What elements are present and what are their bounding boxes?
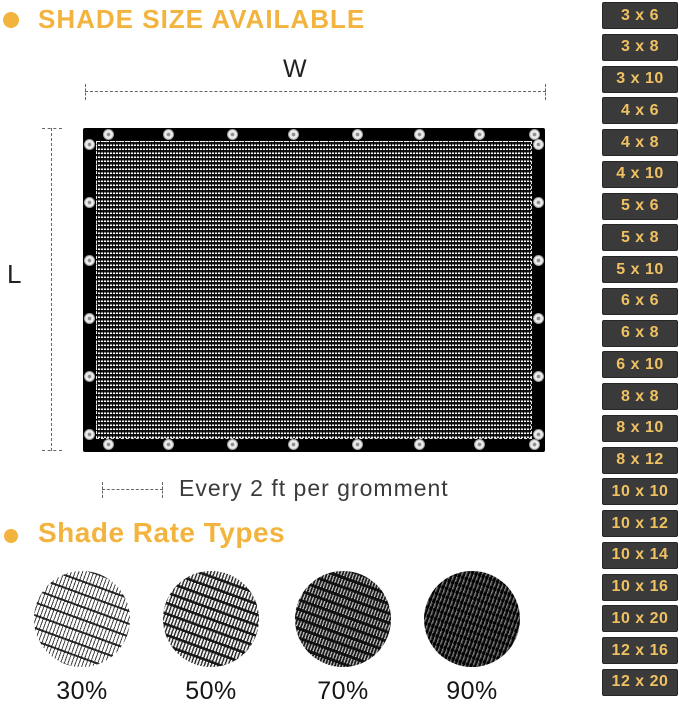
grommet-spacing-bracket	[102, 489, 163, 490]
size-option: 4 x 6	[602, 97, 678, 124]
size-option: 8 x 12	[602, 447, 678, 474]
shade-sample-70-icon	[295, 571, 391, 667]
section-bullet-icon	[4, 529, 18, 543]
grommet-icon	[84, 313, 95, 324]
grommet-icon	[163, 129, 174, 140]
shade-sample-90-icon	[424, 571, 520, 667]
shade-rate-item	[295, 571, 391, 706]
grommet-icon	[84, 429, 95, 440]
size-option: 6 x 8	[602, 320, 678, 347]
shade-rate-label: 30%	[56, 677, 108, 705]
size-option: 10 x 16	[602, 574, 678, 601]
size-option: 10 x 14	[602, 542, 678, 569]
width-dimension-line	[85, 91, 546, 92]
grommet-icon	[414, 439, 425, 450]
grommet-icon	[533, 197, 544, 208]
length-dimension-label: L	[7, 259, 22, 289]
size-option: 6 x 10	[602, 351, 678, 378]
size-option: 6 x 6	[602, 288, 678, 315]
grommet-icon	[103, 129, 114, 140]
size-option: 3 x 8	[602, 34, 678, 61]
size-option: 5 x 8	[602, 224, 678, 251]
grommet-icon	[533, 255, 544, 266]
size-option: 12 x 20	[602, 669, 678, 696]
grommet-icon	[84, 371, 95, 382]
size-option: 3 x 6	[602, 2, 678, 29]
grommet-icon	[533, 429, 544, 440]
grommet-icon	[84, 255, 95, 266]
grommet-icon	[533, 371, 544, 382]
size-list	[602, 2, 678, 696]
grommet-icon	[414, 129, 425, 140]
grommet-icon	[533, 139, 544, 150]
size-option: 10 x 12	[602, 510, 678, 537]
shade-rate-item	[163, 571, 259, 706]
size-option: 10 x 10	[602, 478, 678, 505]
size-option: 5 x 10	[602, 256, 678, 283]
grommet-icon	[288, 129, 299, 140]
size-option: 10 x 20	[602, 605, 678, 632]
length-dimension-line	[51, 128, 52, 451]
grommet-icon	[352, 439, 363, 450]
grommet-icon	[533, 313, 544, 324]
grommet-icon	[474, 129, 485, 140]
grommet-icon	[163, 439, 174, 450]
shade-rate-label: 70%	[317, 677, 369, 705]
shade-rate-section-title: Shade Rate Types	[38, 517, 286, 548]
page-title: SHADE SIZE AVAILABLE	[38, 4, 366, 34]
size-option: 4 x 8	[602, 129, 678, 156]
grommet-icon	[529, 439, 540, 450]
grommet-note: Every 2 ft per gromment	[179, 475, 449, 501]
grommet-icon	[84, 139, 95, 150]
title-bullet-icon	[3, 12, 19, 28]
shade-rate-item	[34, 571, 130, 706]
shade-rate-label: 90%	[446, 677, 498, 705]
width-dimension-label: W	[283, 55, 307, 83]
shade-net-illustration	[83, 128, 545, 452]
shade-rate-item	[424, 571, 520, 706]
shade-rate-label: 50%	[185, 677, 237, 705]
grommet-icon	[474, 439, 485, 450]
size-option: 5 x 6	[602, 193, 678, 220]
shade-sample-50-icon	[163, 571, 259, 667]
mesh-texture	[96, 141, 532, 439]
grommet-icon	[227, 439, 238, 450]
size-option: 4 x 10	[602, 161, 678, 188]
grommet-icon	[352, 129, 363, 140]
size-option: 12 x 16	[602, 637, 678, 664]
grommet-icon	[84, 197, 95, 208]
grommet-icon	[103, 439, 114, 450]
size-option: 8 x 10	[602, 415, 678, 442]
shade-sample-30-icon	[34, 571, 130, 667]
size-option: 8 x 8	[602, 383, 678, 410]
grommet-icon	[288, 439, 299, 450]
grommet-icon	[227, 129, 238, 140]
size-option: 3 x 10	[602, 66, 678, 93]
